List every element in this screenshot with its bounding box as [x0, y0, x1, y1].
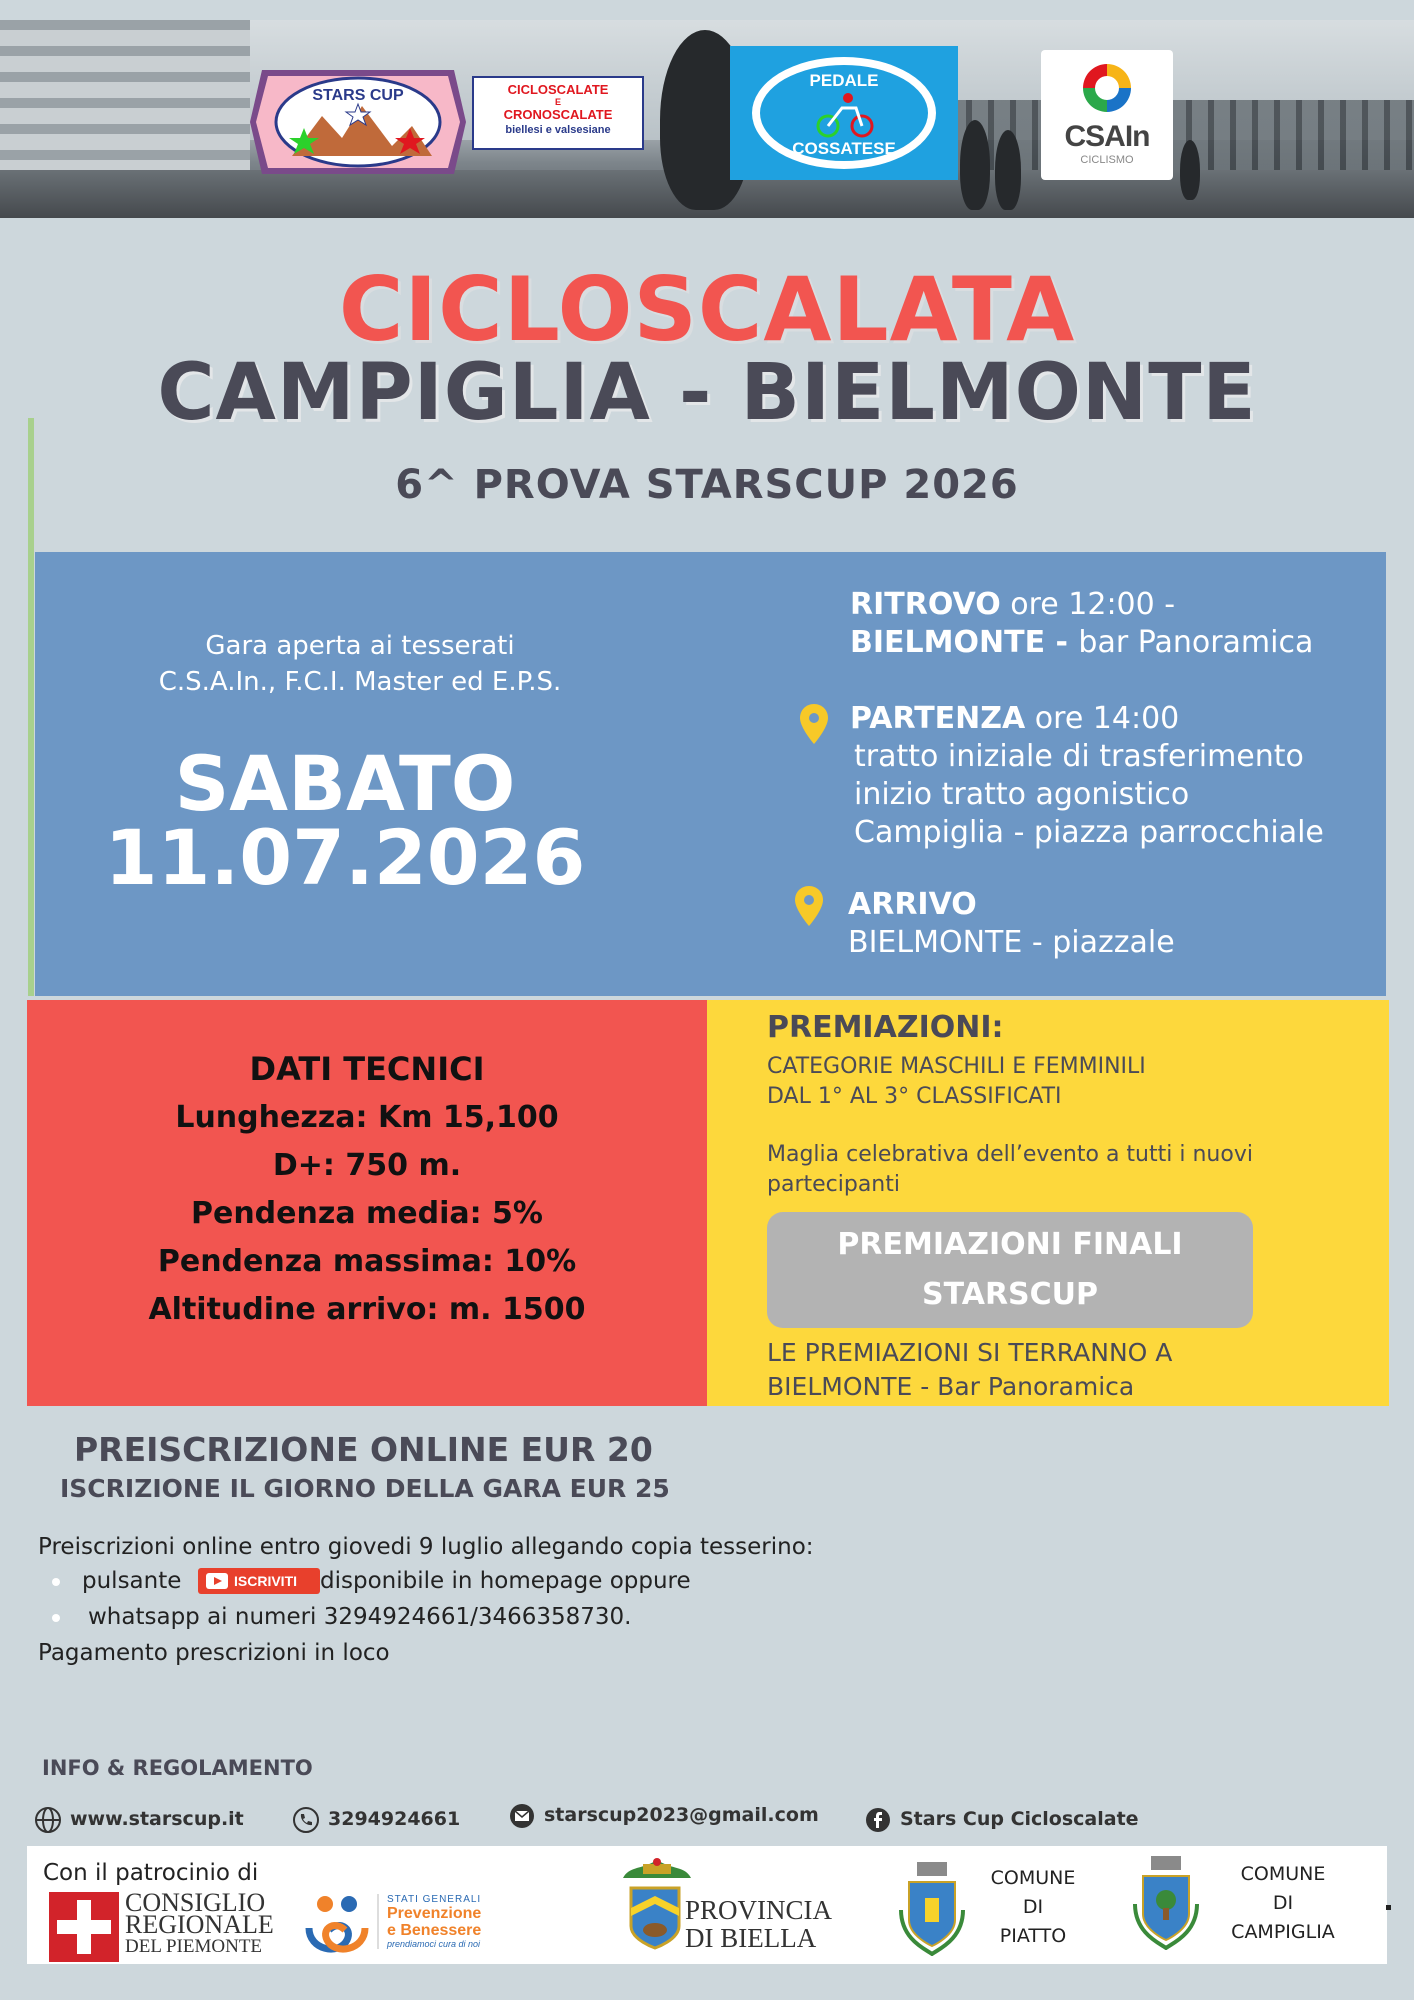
- tech-row-avg-gradient: Pendenza media: 5%: [190, 1196, 543, 1231]
- tech-row-length: Lunghezza: Km 15,100: [175, 1100, 559, 1135]
- decorative-dot: [1386, 1905, 1391, 1910]
- ritrovo-time: ore 12:00 -: [1000, 587, 1176, 622]
- piatto-line-3: PIATTO: [999, 1925, 1067, 1947]
- prevenzione-benessere-logo: [299, 1890, 375, 1960]
- prizes-cat-line-1: CATEGORIE MASCHILI E FEMMINILI: [767, 1054, 1146, 1079]
- stars-cup-logo-text: STARS CUP: [312, 87, 404, 104]
- location-pin-icon: [800, 704, 828, 744]
- cicloscalate-logo-box: [472, 76, 644, 150]
- final-awards-line-1: PREMIAZIONI FINALI: [837, 1227, 1183, 1262]
- provincia-line-1: PROVINCIA: [685, 1895, 833, 1925]
- bullet-icon: [52, 1614, 60, 1622]
- facebook-text: Stars Cup Cicloscalate: [900, 1808, 1139, 1830]
- prizes-location-line-2: BIELMONTE - Bar Panoramica: [767, 1372, 1135, 1401]
- tech-row-altitude: Altitudine arrivo: m. 1500: [148, 1292, 586, 1327]
- cronoscalate-text: CRONOSCALATE: [503, 107, 613, 122]
- tech-data-block: [27, 1000, 707, 1406]
- provincia-shield-icon: [629, 1886, 681, 1950]
- consiglio-line-3: DEL PIEMONTE: [125, 1936, 263, 1957]
- consiglio-regionale-text: [125, 1888, 274, 1958]
- tech-row-elevation: D+: 750 m.: [272, 1148, 462, 1183]
- pedale-text: PEDALE: [809, 71, 879, 90]
- patronage-footer: [27, 1846, 1387, 1964]
- piatto-line-1: COMUNE: [990, 1867, 1076, 1889]
- banner-cyclist: [995, 130, 1021, 210]
- prizes-block: [707, 1000, 1389, 1406]
- banner-cyclist: [1180, 140, 1200, 200]
- email-icon: [508, 1802, 536, 1830]
- e-text: E: [554, 97, 561, 107]
- eligibility-text: [135, 628, 585, 700]
- ritrovo-info: [850, 586, 1313, 662]
- ritrovo-place: bar Panoramica: [1078, 625, 1314, 660]
- consiglio-line-1: CONSIGLIO: [125, 1888, 266, 1917]
- stars-cup-logo: [242, 56, 474, 188]
- cossatese-text: COSSATESE: [792, 139, 896, 158]
- prizes-categories: [767, 1052, 1146, 1112]
- csain-ciclismo-text: CICLISMO: [1080, 154, 1134, 166]
- eligibility-line-2: C.S.A.In., F.C.I. Master ed E.P.S.: [158, 667, 562, 697]
- tech-row-max-gradient: Pendenza massima: 10%: [157, 1244, 577, 1279]
- title-prova: 6^ PROVA STARSCUP 2026: [395, 462, 1019, 508]
- final-awards-line-2: STARSCUP: [921, 1277, 1099, 1312]
- partenza-line-3: Campiglia - piazza parrocchiale: [854, 815, 1324, 850]
- cicloscalate-text: CICLOSCALATE: [507, 82, 609, 97]
- partenza-line-2: inizio tratto agonistico: [854, 777, 1190, 812]
- event-block: [35, 552, 1386, 996]
- campiglia-line-1: COMUNE: [1240, 1863, 1326, 1885]
- campiglia-line-3: CAMPIGLIA: [1231, 1921, 1335, 1943]
- location-pin-icon: [795, 886, 823, 926]
- website-text: www.starscup.it: [70, 1808, 244, 1830]
- play-icon: [206, 1573, 228, 1589]
- facebook-contact[interactable]: [864, 1804, 1139, 1834]
- sg-line-2: Prevenzione: [387, 1905, 482, 1922]
- comune-piatto-crest-icon: [897, 1860, 967, 1956]
- provincia-crown-icon: [619, 1852, 695, 1882]
- prevenzione-benessere-text: [377, 1894, 481, 1949]
- provincia-biella-text: [685, 1896, 832, 1952]
- facebook-icon: [864, 1806, 892, 1834]
- registration-intro: Preiscrizioni online entro giovedi 9 luglio allegando copia tesserino:: [38, 1534, 814, 1560]
- globe-icon: [34, 1806, 62, 1834]
- website-contact[interactable]: [34, 1804, 244, 1834]
- header-banner: [0, 20, 1414, 218]
- consiglio-line-2: REGIONALE: [125, 1910, 274, 1939]
- phone-icon: [292, 1806, 320, 1834]
- tech-heading: DATI TECNICI: [249, 1050, 485, 1088]
- prizes-location-line-1: LE PREMIAZIONI SI TERRANNO A: [767, 1338, 1173, 1367]
- banner-cyclist: [960, 120, 990, 210]
- arrivo-label: ARRIVO: [848, 887, 977, 922]
- sg-line-1: STATI GENERALI: [387, 1894, 482, 1905]
- title-cicloscalata: CICLOSCALATA: [338, 258, 1076, 361]
- iscriviti-label: ISCRIVITI: [234, 1573, 298, 1589]
- phone-contact[interactable]: [292, 1804, 460, 1834]
- consiglio-regionale-logo: [49, 1892, 119, 1962]
- bullet-icon: [52, 1578, 60, 1586]
- registration-bullet-2: whatsapp ai numeri 3294924661/3466358730.: [88, 1604, 632, 1630]
- title-route: CAMPIGLIA - BIELMONTE: [157, 348, 1257, 438]
- piatto-line-2: DI: [1022, 1896, 1044, 1918]
- pedale-cossatese-emblem: [730, 46, 958, 180]
- prizes-maglia-line-1: Maglia celebrativa dell’evento a tutti i nuovi: [767, 1142, 1253, 1167]
- partenza-label: PARTENZA: [850, 701, 1026, 736]
- phone-text: 3294924661: [328, 1808, 461, 1830]
- patronage-label: Con il patrocinio di: [43, 1860, 259, 1886]
- partenza-info: [850, 700, 1324, 852]
- iscriviti-button[interactable]: [198, 1568, 320, 1594]
- campiglia-line-2: DI: [1272, 1892, 1294, 1914]
- registration-bullet-1-pre: pulsante: [82, 1568, 182, 1594]
- info-heading: INFO & REGOLAMENTO: [42, 1756, 313, 1780]
- prizes-heading: PREMIAZIONI:: [767, 1010, 1004, 1045]
- provincia-line-2: DI BIELLA: [685, 1923, 817, 1953]
- partenza-line-1: tratto iniziale di trasferimento: [854, 739, 1304, 774]
- final-awards-badge: [767, 1212, 1253, 1328]
- biellesi-text: biellesi e valsesiane: [505, 124, 611, 136]
- csain-logo: [1041, 50, 1173, 180]
- registration-payment: Pagamento prescrizioni in loco: [38, 1640, 390, 1666]
- eligibility-line-1: Gara aperta ai tesserati: [205, 631, 515, 661]
- prizes-location: [767, 1336, 1172, 1404]
- comune-campiglia-crest-icon: [1131, 1854, 1201, 1950]
- ritrovo-label: RITROVO: [850, 587, 1001, 622]
- partenza-time: ore 14:00: [1025, 701, 1180, 736]
- comune-piatto-text: [983, 1864, 1083, 1951]
- sg-line-3: e Benessere: [387, 1922, 482, 1939]
- csain-text: CSAIn: [1064, 120, 1150, 153]
- event-day: SABATO: [174, 739, 516, 828]
- registration-bullet-1-post: disponibile in homepage oppure: [320, 1568, 691, 1594]
- arrivo-info: [848, 886, 1175, 962]
- prizes-cat-line-2: DAL 1° AL 3° CLASSIFICATI: [767, 1084, 1062, 1109]
- event-date: 11.07.2026: [104, 813, 586, 902]
- prizes-maglia: [767, 1140, 1253, 1200]
- arrivo-place: BIELMONTE - piazzale: [848, 925, 1175, 960]
- preregistration-price: PREISCRIZIONE ONLINE EUR 20: [74, 1430, 653, 1469]
- email-text: starscup2023@gmail.com: [544, 1804, 819, 1826]
- ritrovo-place-label: BIELMONTE -: [850, 625, 1079, 660]
- email-contact[interactable]: [508, 1800, 819, 1830]
- csain-swirl-icon: [1077, 58, 1137, 118]
- sg-line-4: prendiamoci cura di noi: [387, 1939, 481, 1949]
- day-registration-price: ISCRIZIONE IL GIORNO DELLA GARA EUR 25: [60, 1474, 670, 1503]
- prizes-maglia-line-2: partecipanti: [767, 1172, 900, 1197]
- comune-campiglia-text: [1223, 1860, 1343, 1947]
- pedale-cossatese-logo: [730, 46, 958, 180]
